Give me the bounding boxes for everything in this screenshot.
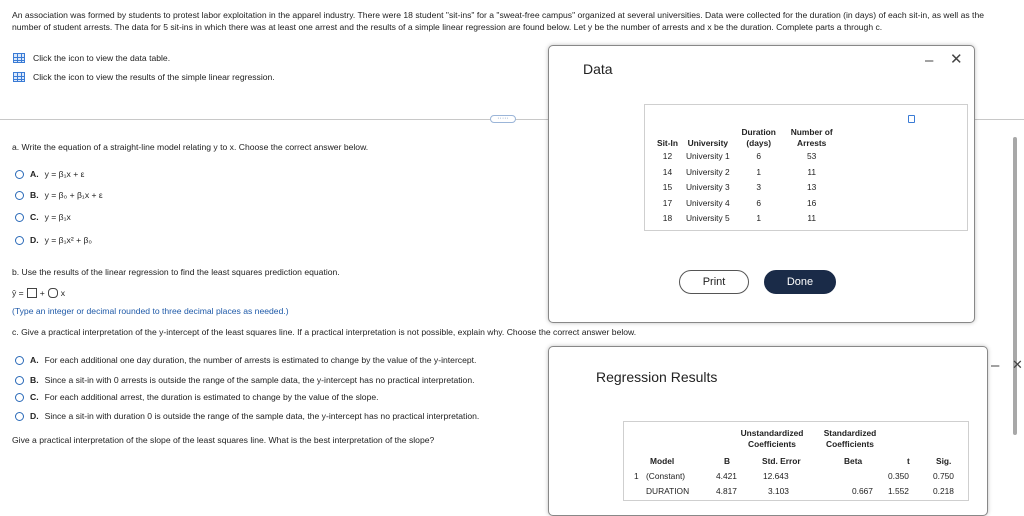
part-b-question: b. Use the results of the linear regression to find the least squares prediction equation.	[12, 267, 340, 277]
group-header-standardized: Standardized Coefficients	[823, 428, 877, 449]
row-std-error: 3.103	[768, 486, 789, 496]
col-header: Sit-In	[657, 138, 678, 148]
minimize-button[interactable]: –	[991, 357, 1000, 374]
row-b: 4.817	[716, 486, 737, 496]
row-sig: 0.218	[933, 486, 954, 496]
option-text: y = β₁x + ε	[44, 169, 85, 179]
table-icon[interactable]	[13, 72, 25, 82]
slope-input[interactable]	[48, 288, 58, 298]
cell: 1	[756, 213, 762, 223]
cell: 3	[756, 182, 762, 192]
regression-link[interactable]	[13, 72, 275, 82]
row-std-error: 12.643	[763, 471, 789, 481]
cell: University 1	[685, 151, 730, 161]
radio-button[interactable]	[15, 356, 24, 365]
yhat-label: ŷ =	[12, 288, 24, 298]
done-button[interactable]: Done	[764, 270, 836, 294]
dialog-title: Regression Results	[596, 369, 718, 385]
dialog-title: Data	[583, 61, 613, 77]
cell: 15	[662, 182, 673, 192]
table-icon[interactable]	[13, 53, 25, 63]
option-text: Since a sit-in with 0 arrests is outside the range of the sample data, the y-intercept has no practical interpretation.	[44, 375, 475, 385]
option-text: y = β₁x	[44, 212, 71, 222]
option-text: For each additional arrest, the duration is estimated to change by the value of the slope.	[44, 392, 379, 402]
col-header: Duration (days)	[741, 127, 776, 148]
cell: 16	[807, 197, 817, 208]
data-dialog	[548, 45, 975, 323]
cell: University 4	[685, 197, 730, 208]
option-letter: A.	[30, 169, 39, 179]
option-letter: D.	[30, 411, 39, 421]
col-header-t: t	[907, 456, 910, 466]
plus-sign: +	[39, 288, 45, 298]
option-letter: B.	[30, 375, 39, 385]
part-c-option-b[interactable]	[15, 375, 475, 385]
radio-button[interactable]	[15, 412, 24, 421]
cell: 6	[756, 151, 762, 161]
regression-table	[623, 421, 969, 501]
option-letter: A.	[30, 355, 39, 365]
part-a-option-b[interactable]	[15, 190, 103, 200]
data-table-frame	[644, 104, 968, 231]
table-row	[653, 149, 840, 165]
close-button[interactable]: ✕	[950, 51, 963, 68]
option-letter: D.	[30, 235, 39, 245]
regression-dialog	[548, 346, 1000, 516]
row-beta: 0.667	[852, 486, 873, 496]
table-row	[653, 211, 840, 227]
cell: 12	[662, 151, 673, 161]
cell: 14	[662, 166, 673, 177]
part-a-question: a. Write the equation of a straight-line model relating y to x. Choose the correct answer below.	[12, 142, 369, 152]
part-c-option-c[interactable]	[15, 392, 379, 402]
data-table	[653, 127, 840, 227]
option-letter: C.	[30, 392, 39, 402]
col-header-beta: Beta	[844, 456, 863, 466]
part-a-option-d[interactable]	[15, 235, 92, 245]
problem-statement: An association was formed by students to protest labor exploitation in the apparel industry. There were 18 student "sit-ins" for a "sweat-free campus" organized at several universities. Data were collected for the duration (in days) of each sit-in, as well as the number of student arrests. The data for 5 sit-ins in which there was at least one arrest and the results of a simple linear regression are found below. Let y be the number of arrests and x be the duration. Complete parts a through c.	[12, 10, 985, 32]
rounding-hint: (Type an integer or decimal rounded to three decimal places as needed.)	[12, 306, 289, 316]
minimize-button[interactable]: –	[925, 52, 934, 69]
radio-button[interactable]	[15, 376, 24, 385]
col-header: Number of Arrests	[790, 127, 833, 148]
option-letter: B.	[30, 190, 39, 200]
copy-icon[interactable]	[908, 115, 915, 123]
row-sig: 0.750	[933, 471, 954, 481]
col-header-sig: Sig.	[936, 456, 952, 466]
cell: 17	[662, 197, 673, 208]
data-table-link[interactable]	[13, 53, 170, 63]
col-header-std-error: Std. Error	[762, 456, 801, 466]
cell: 1	[756, 166, 762, 177]
x-label: x	[60, 288, 66, 298]
part-a-option-c[interactable]	[15, 212, 71, 222]
row-model: DURATION	[646, 486, 690, 496]
radio-button[interactable]	[15, 170, 24, 179]
group-header-unstandardized: Unstandardized Coefficients	[740, 428, 804, 449]
option-text: For each additional one day duration, the number of arrests is estimated to change by the value of the y-intercept.	[44, 355, 477, 365]
cell: University 3	[685, 182, 730, 192]
table-header-row	[653, 127, 840, 149]
prediction-equation	[12, 288, 65, 298]
cell: 13	[807, 182, 817, 192]
col-header-b: B	[724, 456, 731, 466]
expand-handle[interactable]: ·····	[490, 115, 516, 123]
cell: University 5	[685, 213, 730, 223]
cell: 11	[807, 166, 817, 177]
close-button[interactable]: ✕	[1012, 357, 1023, 372]
cell: 6	[756, 197, 762, 208]
slope-question: Give a practical interpretation of the slope of the least squares line. What is the best interpretation of the slope?	[12, 435, 435, 445]
radio-button[interactable]	[15, 213, 24, 222]
radio-button[interactable]	[15, 191, 24, 200]
part-c-question: c. Give a practical interpretation of the y-intercept of the least squares line. If a practical interpretation is not possible, explain why. Choose the correct answer below.	[12, 327, 637, 337]
col-header-model: Model	[650, 456, 675, 466]
row-t: 1.552	[888, 486, 909, 496]
row-model: (Constant)	[646, 471, 686, 481]
row-b: 4.421	[716, 471, 737, 481]
radio-button[interactable]	[15, 393, 24, 402]
cell: 18	[662, 213, 673, 223]
radio-button[interactable]	[15, 236, 24, 245]
print-button[interactable]: Print	[679, 270, 749, 294]
page-scrollbar[interactable]	[1013, 137, 1017, 435]
option-text: y = β₁x² + β₀	[44, 235, 92, 245]
row-index: 1	[634, 471, 639, 481]
option-text: y = β₀ + β₁x + ε	[44, 190, 103, 200]
table-row	[653, 165, 840, 181]
table-row	[653, 196, 840, 212]
part-c-option-d[interactable]	[15, 411, 479, 421]
cell: 53	[807, 151, 817, 161]
part-c-option-a[interactable]	[15, 355, 476, 365]
option-letter: C.	[30, 212, 39, 222]
intercept-input[interactable]	[27, 288, 37, 298]
col-header: University	[687, 138, 729, 148]
part-a-option-a[interactable]	[15, 169, 84, 179]
row-t: 0.350	[888, 471, 909, 481]
regression-link-label: Click the icon to view the results of the simple linear regression.	[33, 72, 275, 82]
cell: 11	[807, 213, 817, 223]
table-row	[653, 180, 840, 196]
data-table-link-label: Click the icon to view the data table.	[33, 53, 171, 63]
option-text: Since a sit-in with duration 0 is outside the range of the sample data, the y-intercept has no practical interpretation.	[44, 411, 480, 421]
cell: University 2	[685, 166, 730, 177]
